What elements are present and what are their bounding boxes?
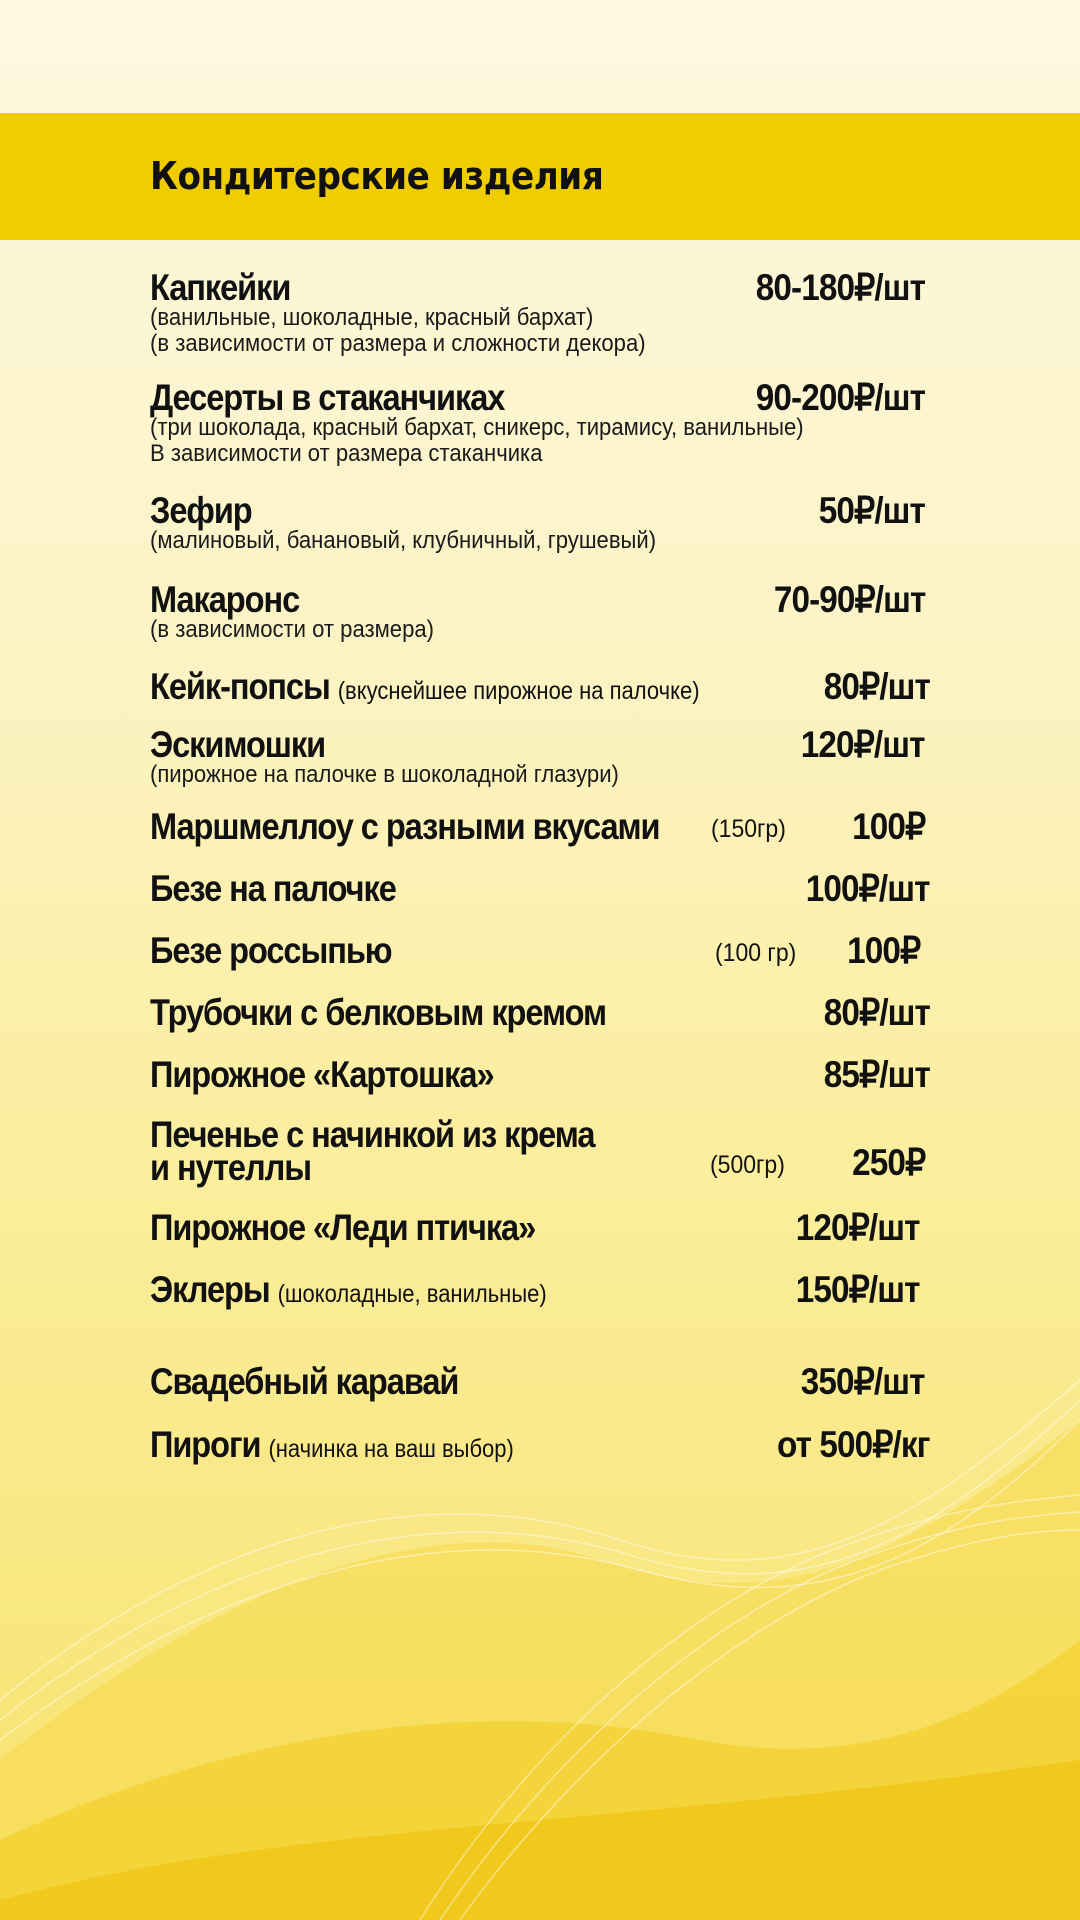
item-price: 120₽/шт — [801, 724, 925, 765]
item-name: Зефир — [150, 490, 252, 531]
item-price: 50₽/шт — [818, 490, 925, 531]
item-name: Десерты в стаканчиках — [150, 377, 505, 418]
item-name — [150, 667, 700, 711]
item-name: Капкейки — [150, 267, 291, 308]
item-name — [150, 1114, 595, 1188]
item-note: (начинка на ваш выбор) — [268, 1435, 514, 1463]
item-price: 90-200₽/шт — [755, 377, 925, 418]
item-name — [150, 1270, 547, 1314]
item-name: Макаронс — [150, 579, 300, 620]
item-name — [150, 1425, 514, 1469]
item-weight: (500гр) — [710, 1151, 785, 1179]
item-name: Безе на палочке — [150, 868, 396, 909]
item-price: 150₽/шт — [796, 1269, 920, 1310]
item-description: В зависимости от размера стаканчика — [150, 440, 543, 467]
item-name-line: и нутеллы — [150, 1147, 311, 1188]
item-description: (три шоколада, красный бархат, сникерс, тирамису, ванильные) — [150, 414, 804, 441]
item-name-text: Пироги — [150, 1424, 261, 1465]
item-name: Безе россыпью — [150, 930, 392, 971]
item-description: (пирожное на палочке в шоколадной глазури) — [150, 761, 619, 788]
item-price: 250₽ — [851, 1142, 925, 1183]
item-name: Пирожное «Картошка» — [150, 1054, 494, 1095]
item-price: от 500₽/кг — [777, 1424, 930, 1465]
item-note: (вкуснейшее пирожное на палочке) — [337, 677, 700, 705]
item-name-text: Эклеры — [150, 1269, 270, 1310]
item-price: 120₽/шт — [796, 1207, 920, 1248]
item-name-text: Кейк-попсы — [150, 666, 330, 707]
item-name: Эскимошки — [150, 724, 326, 765]
item-price: 80₽/шт — [823, 992, 930, 1033]
item-price: 80₽/шт — [823, 666, 930, 707]
item-name: Пирожное «Леди птичка» — [150, 1207, 536, 1248]
item-weight: (150гр) — [711, 815, 786, 843]
item-description: (малиновый, банановый, клубничный, грушевый) — [150, 527, 657, 554]
section-header-band — [0, 113, 1080, 240]
item-price: 85₽/шт — [823, 1054, 930, 1095]
item-name: Свадебный каравай — [150, 1361, 459, 1402]
item-price: 100₽ — [851, 806, 925, 847]
item-name-line: Печенье с начинкой из крема — [150, 1114, 595, 1155]
section-title: Кондитерские изделия — [150, 154, 604, 198]
item-price: 100₽ — [846, 930, 920, 971]
item-description: (ванильные, шоколадные, красный бархат) — [150, 304, 594, 331]
item-weight: (100 гр) — [715, 939, 797, 967]
item-description: (в зависимости от размера и сложности декора) — [150, 330, 646, 357]
item-price: 70-90₽/шт — [773, 579, 925, 620]
item-note: (шоколадные, ванильные) — [277, 1280, 547, 1308]
item-description: (в зависимости от размера) — [150, 616, 434, 643]
item-name: Трубочки с белковым кремом — [150, 992, 607, 1033]
item-price: 350₽/шт — [801, 1361, 925, 1402]
item-price: 80-180₽/шт — [755, 267, 925, 308]
item-name: Маршмеллоу с разными вкусами — [150, 806, 660, 847]
item-price: 100₽/шт — [806, 868, 930, 909]
